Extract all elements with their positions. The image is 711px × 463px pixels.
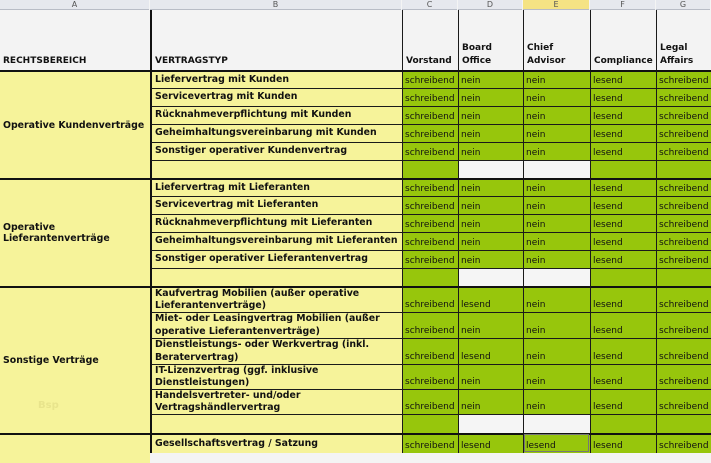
permission-cell[interactable]: schreibend (656, 178, 711, 196)
header-compliance[interactable]: Compliance (590, 10, 656, 70)
permission-cell[interactable]: schreibend (656, 214, 711, 232)
column-header-e[interactable]: E (523, 0, 589, 10)
spacer-cell[interactable] (656, 414, 711, 433)
header-vertragstyp[interactable]: VERTRAGSTYP (150, 10, 402, 70)
permission-cell[interactable]: nein (523, 214, 590, 232)
contract-type-cell[interactable]: Gesellschaftsvertrag / Satzung (150, 433, 402, 453)
contract-type-cell[interactable]: Servicevertrag mit Lieferanten (150, 196, 402, 214)
permission-cell[interactable]: nein (458, 70, 523, 88)
permission-cell[interactable]: nein (458, 196, 523, 214)
contract-type-cell[interactable]: Sonstiger operativer Lieferantenvertrag (150, 250, 402, 268)
permission-cell[interactable]: schreibend (656, 338, 711, 364)
category-cell[interactable]: Operative Lieferantenverträge (0, 178, 150, 286)
permission-cell[interactable]: nein (458, 364, 523, 389)
spacer-cell[interactable] (590, 268, 656, 286)
contract-type-cell[interactable]: Liefervertrag mit Kunden (150, 70, 402, 88)
blank-cell[interactable] (523, 160, 590, 178)
contract-type-cell[interactable]: Miet- oder Leasingvertrag Mobilien (außer operative Lieferantenverträge) (150, 312, 402, 338)
permission-cell[interactable]: schreibend (402, 106, 458, 124)
category-cell[interactable]: Sonstige Verträge (0, 286, 150, 433)
permission-cell[interactable]: schreibend (402, 433, 458, 453)
permission-cell[interactable]: nein (458, 250, 523, 268)
permission-cell[interactable]: schreibend (402, 178, 458, 196)
permission-cell[interactable]: nein (523, 364, 590, 389)
category-cell[interactable]: Operative Kundenverträge (0, 70, 150, 178)
permission-cell[interactable]: schreibend (402, 232, 458, 250)
spacer-cell[interactable] (150, 414, 402, 433)
permission-cell[interactable]: schreibend (656, 433, 711, 453)
permission-cell[interactable]: nein (523, 196, 590, 214)
permission-cell[interactable]: lesend (590, 178, 656, 196)
column-header-d[interactable]: D (458, 0, 522, 10)
permission-cell[interactable]: nein (523, 106, 590, 124)
permission-cell[interactable]: schreibend (402, 214, 458, 232)
permission-cell[interactable]: schreibend (402, 312, 458, 338)
permission-cell[interactable]: schreibend (656, 142, 711, 160)
contract-type-cell[interactable]: Rücknahmeverpflichtung mit Lieferanten (150, 214, 402, 232)
watermark-text: Bsp (38, 400, 59, 411)
spacer-cell[interactable] (402, 414, 458, 433)
permission-cell[interactable]: schreibend (656, 250, 711, 268)
permission-cell[interactable]: nein (458, 312, 523, 338)
contract-type-cell[interactable]: Sonstiger operativer Kundenvertrag (150, 142, 402, 160)
spacer-cell[interactable] (402, 268, 458, 286)
permission-cell[interactable]: lesend (458, 433, 523, 453)
spacer-cell[interactable] (656, 268, 711, 286)
spacer-cell[interactable] (656, 160, 711, 178)
permission-cell[interactable]: lesend (590, 142, 656, 160)
permission-cell[interactable]: nein (523, 124, 590, 142)
permission-cell[interactable]: lesend (458, 286, 523, 312)
permission-cell[interactable]: schreibend (402, 364, 458, 389)
permission-cell[interactable]: nein (458, 232, 523, 250)
contract-type-cell[interactable]: IT-Lizenzvertrag (ggf. inklusive Dienstleistungen) (150, 364, 402, 389)
permission-cell[interactable]: lesend (590, 389, 656, 414)
permission-cell[interactable]: nein (523, 250, 590, 268)
permission-cell[interactable]: nein (523, 178, 590, 196)
permission-cell[interactable]: lesend (590, 364, 656, 389)
permission-cell[interactable]: nein (458, 214, 523, 232)
permission-cell[interactable]: nein (458, 178, 523, 196)
permission-cell[interactable]: schreibend (656, 312, 711, 338)
permission-cell[interactable]: schreibend (402, 88, 458, 106)
permission-cell[interactable]: schreibend (402, 196, 458, 214)
permission-cell[interactable]: lesend (590, 88, 656, 106)
column-header-a[interactable]: A (0, 0, 149, 10)
blank-cell[interactable] (523, 268, 590, 286)
permission-cell[interactable]: lesend (590, 312, 656, 338)
permission-cell[interactable]: nein (523, 312, 590, 338)
permission-cell[interactable]: schreibend (656, 88, 711, 106)
blank-cell[interactable] (458, 414, 523, 433)
permission-cell[interactable]: lesend (590, 433, 656, 453)
blank-cell[interactable] (523, 414, 590, 433)
column-header-c[interactable]: C (402, 0, 457, 10)
header-legal-affairs[interactable]: Legal Affairs (656, 10, 711, 70)
permission-cell[interactable]: schreibend (402, 124, 458, 142)
contract-type-cell[interactable]: Handelsvertreter- und/oder Vertragshändlervertrag (150, 389, 402, 414)
spacer-cell[interactable] (590, 414, 656, 433)
permission-cell[interactable]: schreibend (656, 106, 711, 124)
spacer-cell[interactable] (150, 268, 402, 286)
contract-type-cell[interactable]: Rücknahmeverpflichtung mit Kunden (150, 106, 402, 124)
column-header-b[interactable]: B (150, 0, 401, 10)
contract-type-cell[interactable]: Geheimhaltungsvereinbarung mit Kunden (150, 124, 402, 142)
permission-cell[interactable]: lesend (458, 338, 523, 364)
contract-type-cell[interactable]: Dienstleistungs- oder Werkvertrag (inkl. Beratervertrag) (150, 338, 402, 364)
permission-cell[interactable]: nein (523, 142, 590, 160)
column-header-f[interactable]: F (590, 0, 655, 10)
permission-cell[interactable]: lesend (590, 232, 656, 250)
permission-cell[interactable]: nein (458, 88, 523, 106)
header-chief-advisor[interactable]: Chief Advisor (523, 10, 590, 70)
header-vorstand[interactable]: Vorstand (402, 10, 458, 70)
permission-cell[interactable]: nein (523, 338, 590, 364)
permission-cell[interactable]: lesend (523, 433, 590, 453)
permission-cell[interactable]: schreibend (656, 70, 711, 88)
spacer-cell[interactable] (402, 160, 458, 178)
permission-cell[interactable]: nein (523, 70, 590, 88)
header-rechtsbereich[interactable]: RECHTSBEREICH (0, 10, 150, 70)
blank-cell[interactable] (458, 160, 523, 178)
permission-cell[interactable]: schreibend (656, 232, 711, 250)
permission-cell[interactable]: nein (458, 124, 523, 142)
permission-cell[interactable]: lesend (590, 250, 656, 268)
header-board-office[interactable]: Board Office (458, 10, 523, 70)
spacer-cell[interactable] (590, 160, 656, 178)
permission-cell[interactable]: nein (523, 286, 590, 312)
permission-cell[interactable]: lesend (590, 70, 656, 88)
permission-cell[interactable]: schreibend (402, 286, 458, 312)
permission-cell[interactable]: schreibend (656, 196, 711, 214)
permission-cell[interactable]: schreibend (402, 142, 458, 160)
permission-cell[interactable]: nein (523, 88, 590, 106)
permission-cell[interactable]: nein (523, 389, 590, 414)
permission-cell[interactable]: schreibend (402, 389, 458, 414)
permission-cell[interactable]: nein (523, 232, 590, 250)
permission-cell[interactable]: nein (458, 142, 523, 160)
blank-cell[interactable] (458, 268, 523, 286)
contract-type-cell[interactable]: Geheimhaltungsvereinbarung mit Lieferanten (150, 232, 402, 250)
permission-cell[interactable]: schreibend (656, 286, 711, 312)
permission-cell[interactable]: lesend (590, 124, 656, 142)
permission-cell[interactable]: schreibend (402, 250, 458, 268)
contract-type-cell[interactable]: Liefervertrag mit Lieferanten (150, 178, 402, 196)
permission-cell[interactable]: nein (458, 389, 523, 414)
permission-cell[interactable]: schreibend (656, 389, 711, 414)
permission-cell[interactable]: schreibend (656, 364, 711, 389)
contract-type-cell[interactable]: Kaufvertrag Mobilien (außer operative Lieferantenverträge) (150, 286, 402, 312)
permission-cell[interactable]: lesend (590, 106, 656, 124)
permission-cell[interactable]: schreibend (656, 124, 711, 142)
contract-type-cell[interactable]: Servicevertrag mit Kunden (150, 88, 402, 106)
permission-cell[interactable]: lesend (590, 286, 656, 312)
permission-cell[interactable]: lesend (590, 214, 656, 232)
permission-cell[interactable]: schreibend (402, 338, 458, 364)
column-header-g[interactable]: G (656, 0, 710, 10)
permission-cell[interactable]: schreibend (402, 70, 458, 88)
category-cell[interactable] (0, 433, 150, 463)
permission-cell[interactable]: lesend (590, 338, 656, 364)
permission-cell[interactable]: nein (458, 106, 523, 124)
spacer-cell[interactable] (150, 160, 402, 178)
permission-cell[interactable]: lesend (590, 196, 656, 214)
